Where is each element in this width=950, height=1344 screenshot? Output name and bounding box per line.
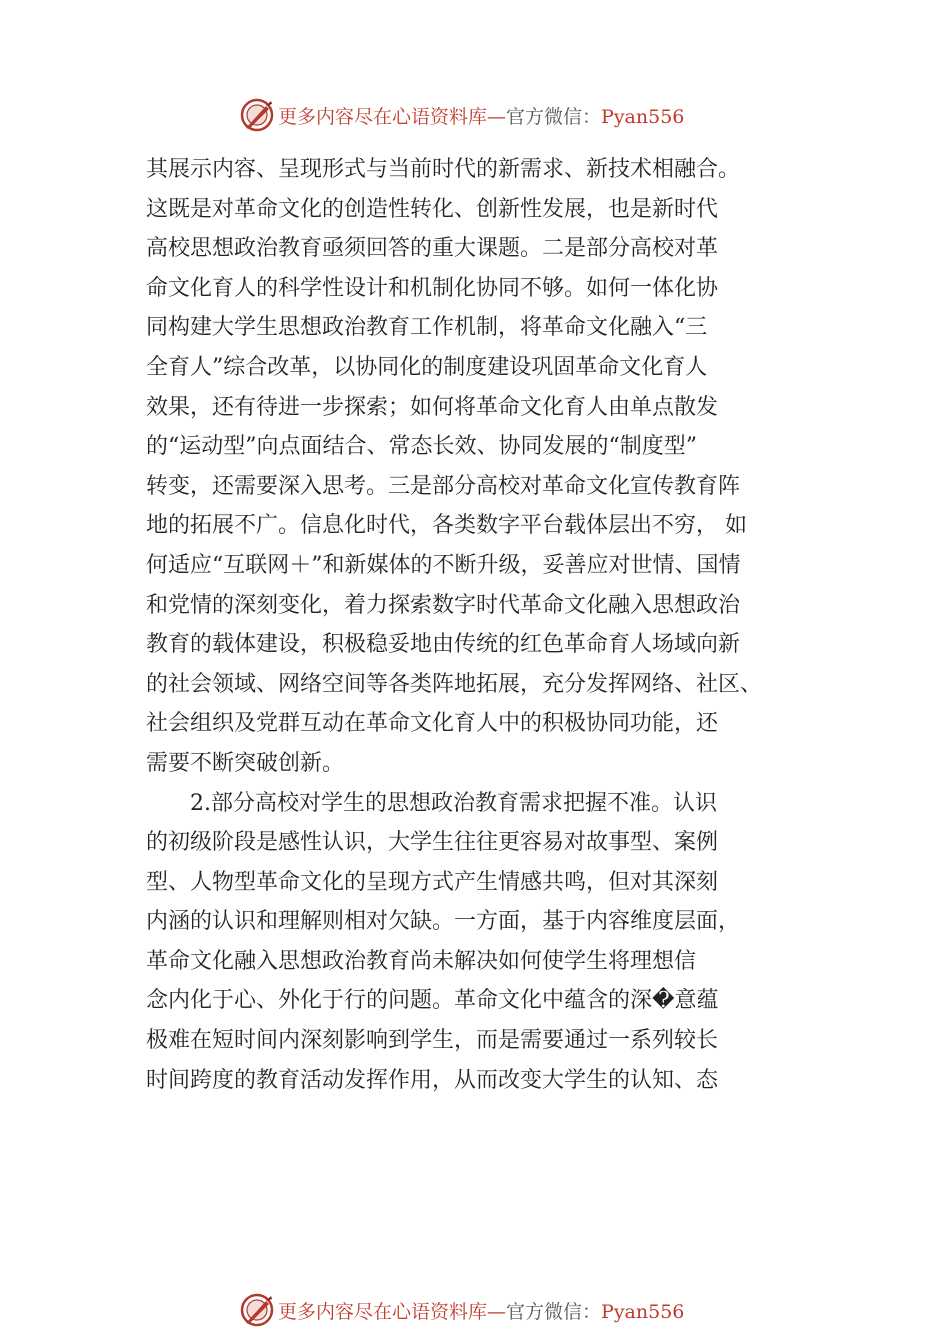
text-line: 型、人物型革命文化的呈现方式产生情感共鸣，但对其深刻 — [146, 869, 719, 895]
text-line: 的“运动型”向点面结合、常态长效、协同发展的“制度型” — [146, 434, 697, 460]
banner-title: 更多内容尽在心语资料库 — [278, 1300, 488, 1323]
text-line: 地的拓展不广。信息化时代，各类数字平台载体层出不穷， 如 — [146, 513, 747, 539]
banner-title: 更多内容尽在心语资料库 — [278, 105, 488, 128]
text-line: 的社会领域、网络空间等各类阵地拓展，充分发挥网络、社区、 — [146, 671, 763, 697]
paragraph-1 — [146, 150, 836, 784]
banner-text — [278, 102, 684, 129]
text-line: 极难在短时间内深刻影响到学生，而是需要通过一系列较长 — [146, 1028, 719, 1054]
text-line: 效果，还有待进一步探索；如何将革命文化育人由单点散发 — [146, 394, 719, 420]
text-line: 何适应“互联网＋”和新媒体的不断升级，妥善应对世情、国情 — [146, 552, 741, 578]
text-line: 的初级阶段是感性认识，大学生往往更容易对故事型、案例 — [146, 830, 719, 856]
text-line: 命文化育人的科学性设计和机制化协同不够。如何一体化协 — [146, 275, 719, 301]
banner-wechat-label: 官方微信： — [506, 1300, 602, 1323]
footer-banner — [240, 1290, 760, 1330]
paragraph-2 — [146, 784, 836, 1101]
text-line: 念内化于心、外化于行的问题。革命文化中蕴含的深�意蕴 — [146, 988, 719, 1014]
text-line: 内涵的认识和理解则相对欠缺。一方面，基于内容维度层面， — [146, 909, 741, 935]
text-line: 时间跨度的教育活动发挥作用，从而改变大学生的认知、态 — [146, 1067, 719, 1093]
text-line: 需要不断突破创新。 — [146, 750, 345, 776]
banner-wechat-id: Pyan556 — [601, 1300, 685, 1323]
banner-separator: — — [487, 105, 507, 128]
text-line: 这既是对革命文化的创造性转化、创新性发展，也是新时代 — [146, 196, 719, 222]
text-line: 教育的载体建设，积极稳妥地由传统的红色革命育人场域向新 — [146, 632, 741, 658]
text-line: 全育人”综合改革，以协同化的制度建设巩固革命文化育人 — [146, 354, 708, 380]
text-line: 2.部分高校对学生的思想政治教育需求把握不准。认识 — [190, 790, 717, 816]
banner-wechat-label: 官方微信： — [506, 105, 602, 128]
text-line: 其展示内容、呈现形式与当前时代的新需求、新技术相融合。 — [146, 157, 741, 182]
text-line: 同构建大学生思想政治教育工作机制，将革命文化融入“三 — [146, 315, 708, 341]
text-line: 社会组织及党群互动在革命文化育人中的积极协同功能，还 — [146, 711, 719, 737]
quill-logo-icon — [240, 1293, 274, 1327]
header-banner — [240, 95, 760, 135]
banner-separator: — — [487, 1300, 507, 1323]
document-body — [146, 150, 836, 1100]
text-line: 高校思想政治教育亟须回答的重大课题。二是部分高校对革 — [146, 236, 719, 262]
banner-wechat-id: Pyan556 — [601, 105, 685, 128]
text-line: 转变，还需要深入思考。三是部分高校对革命文化宣传教育阵 — [146, 473, 741, 499]
banner-text — [278, 1297, 684, 1324]
text-line: 和党情的深刻变化，着力探索数字时代革命文化融入思想政治 — [146, 592, 741, 618]
text-line: 革命文化融入思想政治教育尚未解决如何使学生将理想信 — [146, 948, 697, 974]
quill-logo-icon — [240, 98, 274, 132]
